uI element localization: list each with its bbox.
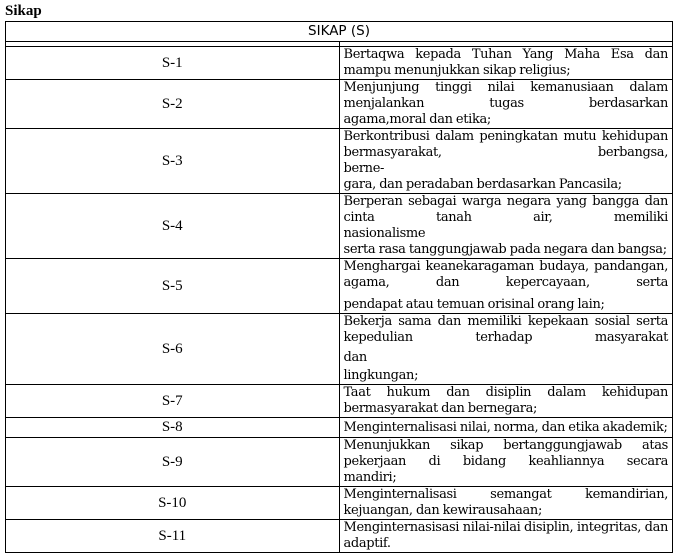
- row-description-line: Menginternalisasi nilai, norma, dan etika akademik;: [343, 419, 668, 435]
- table-header-row: [6, 22, 673, 42]
- row-description-line: Taat hukum dan disiplin dalam kehidupan bermasyarakat dan bernegara;: [343, 385, 668, 416]
- table-row: [6, 80, 673, 129]
- row-description: [339, 385, 673, 418]
- row-description-line: Menghargai keanekaragaman budaya, pandangan, agama, dan kepercayaan, serta: [343, 259, 668, 290]
- sikap-table: [5, 21, 673, 553]
- table-row: [6, 47, 673, 80]
- row-description-line: nasionalisme: [343, 226, 426, 241]
- row-description: [339, 438, 673, 487]
- row-description-line: Menginternasisasi nilai-nilai disiplin, integritas, dan adaptif.: [343, 520, 668, 551]
- row-description-line: pendapat atau temuan orisinal orang lain;: [343, 297, 605, 312]
- table-row: [6, 129, 673, 194]
- row-description: [339, 259, 673, 314]
- row-code: S-5: [6, 259, 340, 314]
- row-description-line: lingkungan;: [343, 368, 419, 383]
- row-description-line: Berperan sebagai warga negara yang bangga dan cinta tanah air, memiliki: [343, 194, 668, 225]
- row-description-line: serta rasa tanggungjawab pada negara dan bangsa;: [343, 242, 667, 257]
- row-description-line: Berkontribusi dalam peningkatan mutu kehidupan bermasyarakat, berbangsa,: [343, 129, 668, 160]
- table-row: [6, 438, 673, 487]
- table-row: [6, 385, 673, 418]
- row-code: S-6: [6, 314, 340, 385]
- row-description-line: gara, dan peradaban berdasarkan Pancasila;: [343, 177, 622, 192]
- row-description-line: mandiri;: [343, 470, 397, 485]
- row-description-line: Menjunjung tinggi nilai kemanusiaan dalam menjalankan tugas berdasarkan: [343, 80, 668, 111]
- row-description-line: agama,moral dan etika;: [343, 112, 491, 127]
- row-description: [339, 129, 673, 194]
- row-description-line: Menginternalisasi semangat kemandirian, kejuangan, dan kewirausahaan;: [343, 487, 668, 518]
- row-code: S-2: [6, 80, 340, 129]
- row-description: [339, 194, 673, 259]
- table-row: [6, 314, 673, 385]
- table-row: [6, 520, 673, 553]
- row-description: [339, 314, 673, 385]
- row-description: [339, 487, 673, 520]
- row-description: [339, 520, 673, 553]
- row-code: S-1: [6, 47, 340, 80]
- row-code: S-8: [6, 418, 340, 438]
- row-description: [339, 80, 673, 129]
- row-code: S-3: [6, 129, 340, 194]
- row-description-line: Bertaqwa kepada Tuhan Yang Maha Esa dan mampu menunjukkan sikap religius;: [343, 47, 668, 78]
- row-description-line: Menunjukkan sikap bertanggungjawab atas pekerjaan di bidang keahliannya secara: [343, 438, 668, 469]
- row-code: S-4: [6, 194, 340, 259]
- row-description-line: berne-: [343, 161, 385, 176]
- row-description: [339, 418, 673, 438]
- section-title: Sikap: [5, 3, 42, 19]
- table-row: [6, 487, 673, 520]
- row-code: S-9: [6, 438, 340, 487]
- table-row: [6, 259, 673, 314]
- table-header: SIKAP (S): [6, 22, 673, 42]
- row-description-line: dan: [343, 350, 367, 365]
- row-description-line: Bekerja sama dan memiliki kepekaan sosial serta kepedulian terhadap masyarakat: [343, 314, 668, 345]
- row-description: [339, 47, 673, 80]
- table-row: [6, 418, 673, 438]
- row-code: S-11: [6, 520, 340, 553]
- row-code: S-7: [6, 385, 340, 418]
- row-code: S-10: [6, 487, 340, 520]
- table-row: [6, 194, 673, 259]
